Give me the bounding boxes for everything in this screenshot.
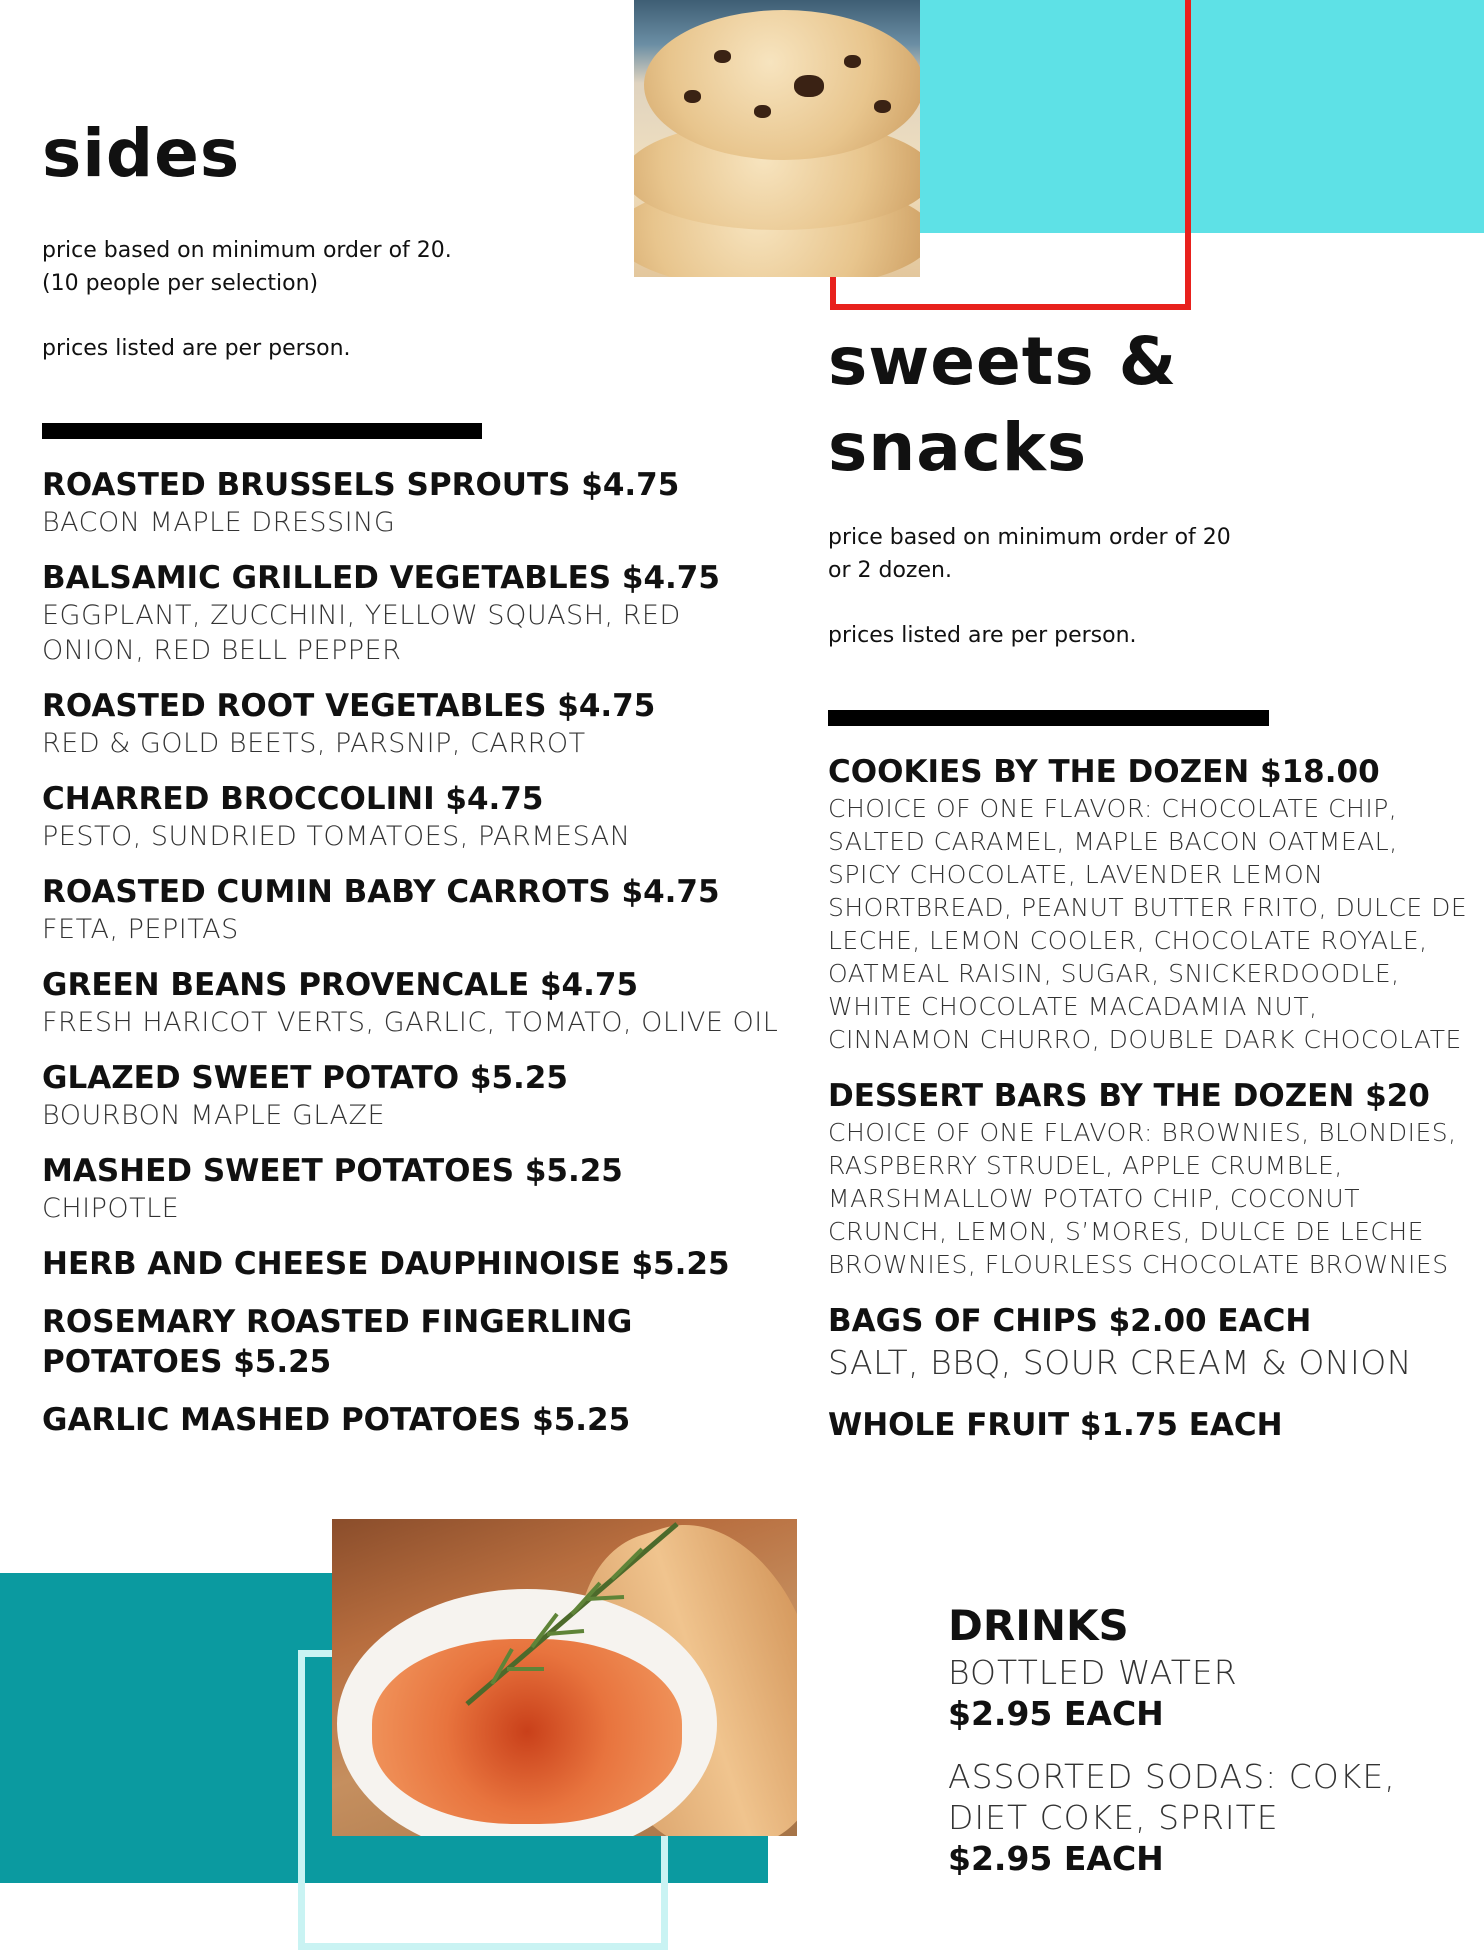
item-description: BACON MAPLE DRESSING — [42, 507, 396, 538]
list-item — [42, 1244, 782, 1284]
sides-note-selection: (10 people per selection) — [42, 271, 319, 296]
list-item — [42, 1151, 782, 1226]
list-item — [42, 1400, 782, 1440]
item-title: COOKIES BY THE DOZEN $18.00 — [828, 754, 1380, 790]
sides-title: sides — [42, 115, 241, 192]
drink-price: $2.95 EACH — [948, 1694, 1164, 1733]
list-item — [42, 1058, 782, 1133]
sides-note-per-person: prices listed are per person. — [42, 336, 351, 361]
item-title: MASHED SWEET POTATOES $5.25 — [42, 1153, 623, 1189]
item-description: SALT, BBQ, SOUR CREAM & ONION — [828, 1343, 1412, 1382]
item-description: CHOICE OF ONE FLAVOR: BROWNIES, BLONDIES, RASPBERRY STRUDEL, APPLE CRUMBLE, MARSHMALLOW POTATO CHIP, COCONUT CRUNCH, LEMON, S’MORES, DULCE DE LECHE BROWNIES, FLOURLESS CHOCOLATE BROWNIES — [828, 1118, 1457, 1279]
drinks-title: DRINKS — [948, 1601, 1129, 1650]
cookie — [644, 10, 920, 160]
list-item — [828, 1076, 1468, 1281]
list-item — [828, 1405, 1468, 1445]
item-title: BAGS OF CHIPS $2.00 EACH — [828, 1303, 1312, 1339]
list-item — [42, 465, 782, 540]
sweets-divider — [828, 710, 1269, 726]
sweets-note-minimum: price based on minimum order of 20 — [828, 525, 1231, 550]
drink-name: ASSORTED SODAS: COKE, DIET COKE, SPRITE — [948, 1757, 1396, 1837]
drink-price: $2.95 EACH — [948, 1839, 1164, 1878]
sides-divider — [42, 423, 482, 439]
drinks-section — [948, 1600, 1468, 1901]
item-title: DESSERT BARS BY THE DOZEN $20 — [828, 1078, 1430, 1114]
list-item — [828, 752, 1468, 1056]
item-title: ROASTED ROOT VEGETABLES $4.75 — [42, 688, 656, 724]
item-title: GREEN BEANS PROVENCALE $4.75 — [42, 967, 639, 1003]
drink-name: BOTTLED WATER — [948, 1653, 1238, 1692]
item-description: FETA, PEPITAS — [42, 914, 239, 945]
item-description: EGGPLANT, ZUCCHINI, YELLOW SQUASH, RED ONION, RED BELL PEPPER — [42, 600, 681, 666]
sweet-potato-photo — [332, 1519, 797, 1836]
list-item — [42, 872, 782, 947]
item-title: ROASTED CUMIN BABY CARROTS $4.75 — [42, 874, 720, 910]
list-item — [42, 965, 782, 1040]
sweets-note-per-person: prices listed are per person. — [828, 623, 1137, 648]
sweets-list — [828, 752, 1468, 1465]
item-description: FRESH HARICOT VERTS, GARLIC, TOMATO, OLIVE OIL — [42, 1007, 779, 1038]
list-item — [828, 1301, 1468, 1385]
item-title: WHOLE FRUIT $1.75 EACH — [828, 1407, 1283, 1443]
item-description: PESTO, SUNDRIED TOMATOES, PARMESAN — [42, 821, 631, 852]
item-title: ROSEMARY ROASTED FINGERLING POTATOES $5.25 — [42, 1304, 633, 1380]
item-title: ROASTED BRUSSELS SPROUTS $4.75 — [42, 467, 680, 503]
item-title: CHARRED BROCCOLINI $4.75 — [42, 781, 544, 817]
item-description: RED & GOLD BEETS, PARSNIP, CARROT — [42, 728, 586, 759]
item-description: BOURBON MAPLE GLAZE — [42, 1100, 386, 1131]
list-item — [42, 686, 782, 761]
cookie-photo — [634, 0, 920, 277]
sides-note-minimum: price based on minimum order of 20. — [42, 238, 452, 263]
sides-list — [42, 465, 782, 1458]
item-title: BALSAMIC GRILLED VEGETABLES $4.75 — [42, 560, 720, 596]
list-item — [42, 558, 782, 668]
item-description: CHIPOTLE — [42, 1193, 180, 1224]
list-item — [42, 779, 782, 854]
item-description: CHOICE OF ONE FLAVOR: CHOCOLATE CHIP, SALTED CARAMEL, MAPLE BACON OATMEAL, SPICY CHOCOLATE, LAVENDER LEMON SHORTBREAD, PEANUT BUTTER FRITO, DULCE DE LECHE, LEMON COOLER, CHOCOLATE ROYALE, OATMEAL RAISIN, SUGAR, SNICKERDOODLE, WHITE CHOCOLATE MACADAMIA NUT, CINNAMON CHURRO, DOUBLE DARK CHOCOLATE — [828, 794, 1468, 1054]
item-title: GARLIC MASHED POTATOES $5.25 — [42, 1402, 631, 1438]
item-title: GLAZED SWEET POTATO $5.25 — [42, 1060, 568, 1096]
sweets-title: sweets & snacks — [828, 323, 1178, 486]
list-item — [42, 1302, 782, 1382]
sweets-note-dozen: or 2 dozen. — [828, 558, 952, 583]
rosemary-sprig — [332, 1519, 797, 1836]
item-title: HERB AND CHEESE DAUPHINOISE $5.25 — [42, 1246, 730, 1282]
